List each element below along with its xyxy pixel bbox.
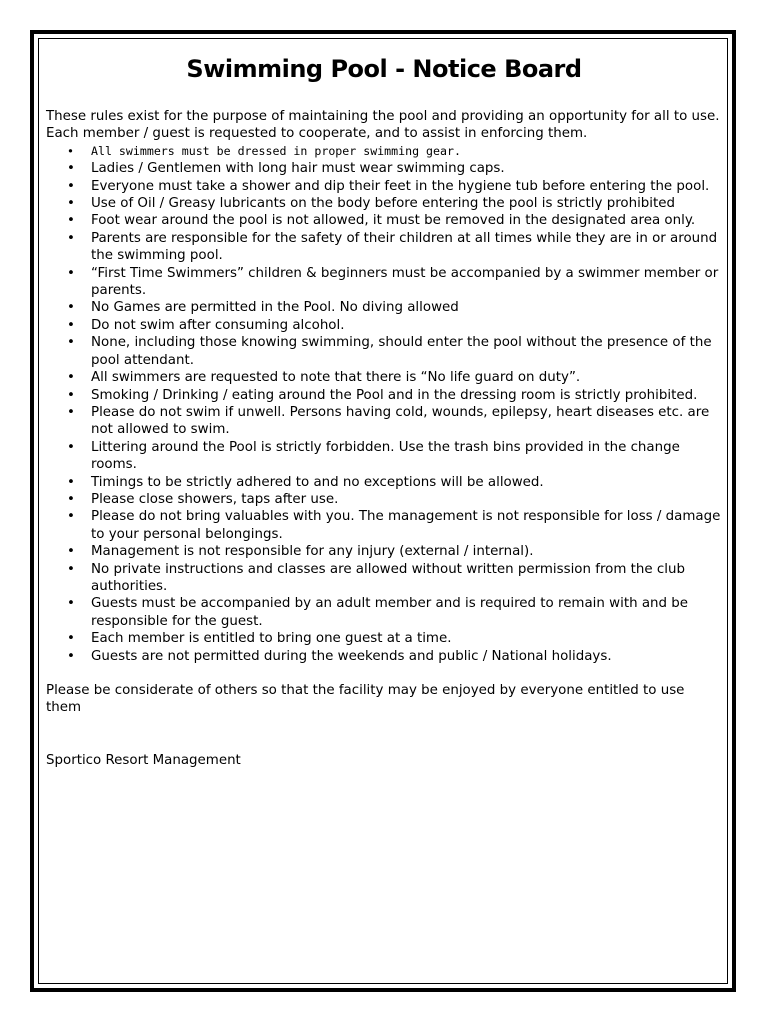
rule-item: • No Games are permitted in the Pool. No diving allowed (46, 299, 722, 316)
rule-item: • Guests must be accompanied by an adult member and is required to remain with and be responsible for the guest. (46, 595, 722, 630)
notice-title: Swimming Pool - Notice Board (186, 55, 582, 83)
rule-item: • Parents are responsible for the safety of their children at all times while they are in or around the swimming pool. (46, 230, 722, 265)
rule-item: • Use of Oil / Greasy lubricants on the body before entering the pool is strictly prohibited (46, 195, 722, 212)
rule-item: • Timings to be strictly adhered to and no exceptions will be allowed. (46, 474, 722, 491)
rule-item: • Guests are not permitted during the weekends and public / National holidays. (46, 648, 722, 665)
rule-item: • Everyone must take a shower and dip their feet in the hygiene tub before entering the pool. (46, 178, 722, 195)
notice-intro: These rules exist for the purpose of maintaining the pool and providing an opportunity for all to use. Each member / guest is requested to cooperate, and to assist in enforcing them. (46, 109, 720, 142)
rule-item: • Do not swim after consuming alcohol. (46, 317, 722, 334)
closing-note: Please be considerate of others so that the facility may be enjoyed by everyone entitled to use them (46, 683, 685, 716)
notice-content (46, 52, 722, 769)
rule-item: • Smoking / Drinking / eating around the Pool and in the dressing room is strictly prohibited. (46, 387, 722, 404)
rule-item: • Please close showers, taps after use. (46, 491, 722, 508)
rules-list (46, 143, 722, 665)
rule-item: • Ladies / Gentlemen with long hair must wear swimming caps. (46, 160, 722, 177)
rule-item: • All swimmers are requested to note that there is “No life guard on duty”. (46, 369, 722, 386)
rule-item: • None, including those knowing swimming, should enter the pool without the presence of the pool attendant. (46, 334, 722, 369)
rule-item: • Each member is entitled to bring one guest at a time. (46, 630, 722, 647)
rule-item: • No private instructions and classes are allowed without written permission from the club authorities. (46, 561, 722, 596)
rule-item: • Please do not swim if unwell. Persons having cold, wounds, epilepsy, heart diseases etc. are not allowed to swim. (46, 404, 722, 439)
rule-item: • Foot wear around the pool is not allowed, it must be removed in the designated area only. (46, 212, 722, 229)
signature: Sportico Resort Management (46, 752, 241, 768)
rule-item: • All swimmers must be dressed in proper swimming gear. (46, 143, 722, 160)
rule-item: • “First Time Swimmers” children & beginners must be accompanied by a swimmer member or parents. (46, 265, 722, 300)
rule-item: • Please do not bring valuables with you. The management is not responsible for loss / damage to your personal belongings. (46, 508, 722, 543)
rule-item: • Littering around the Pool is strictly forbidden. Use the trash bins provided in the change rooms. (46, 439, 722, 474)
rule-item: • Management is not responsible for any injury (external / internal). (46, 543, 722, 560)
